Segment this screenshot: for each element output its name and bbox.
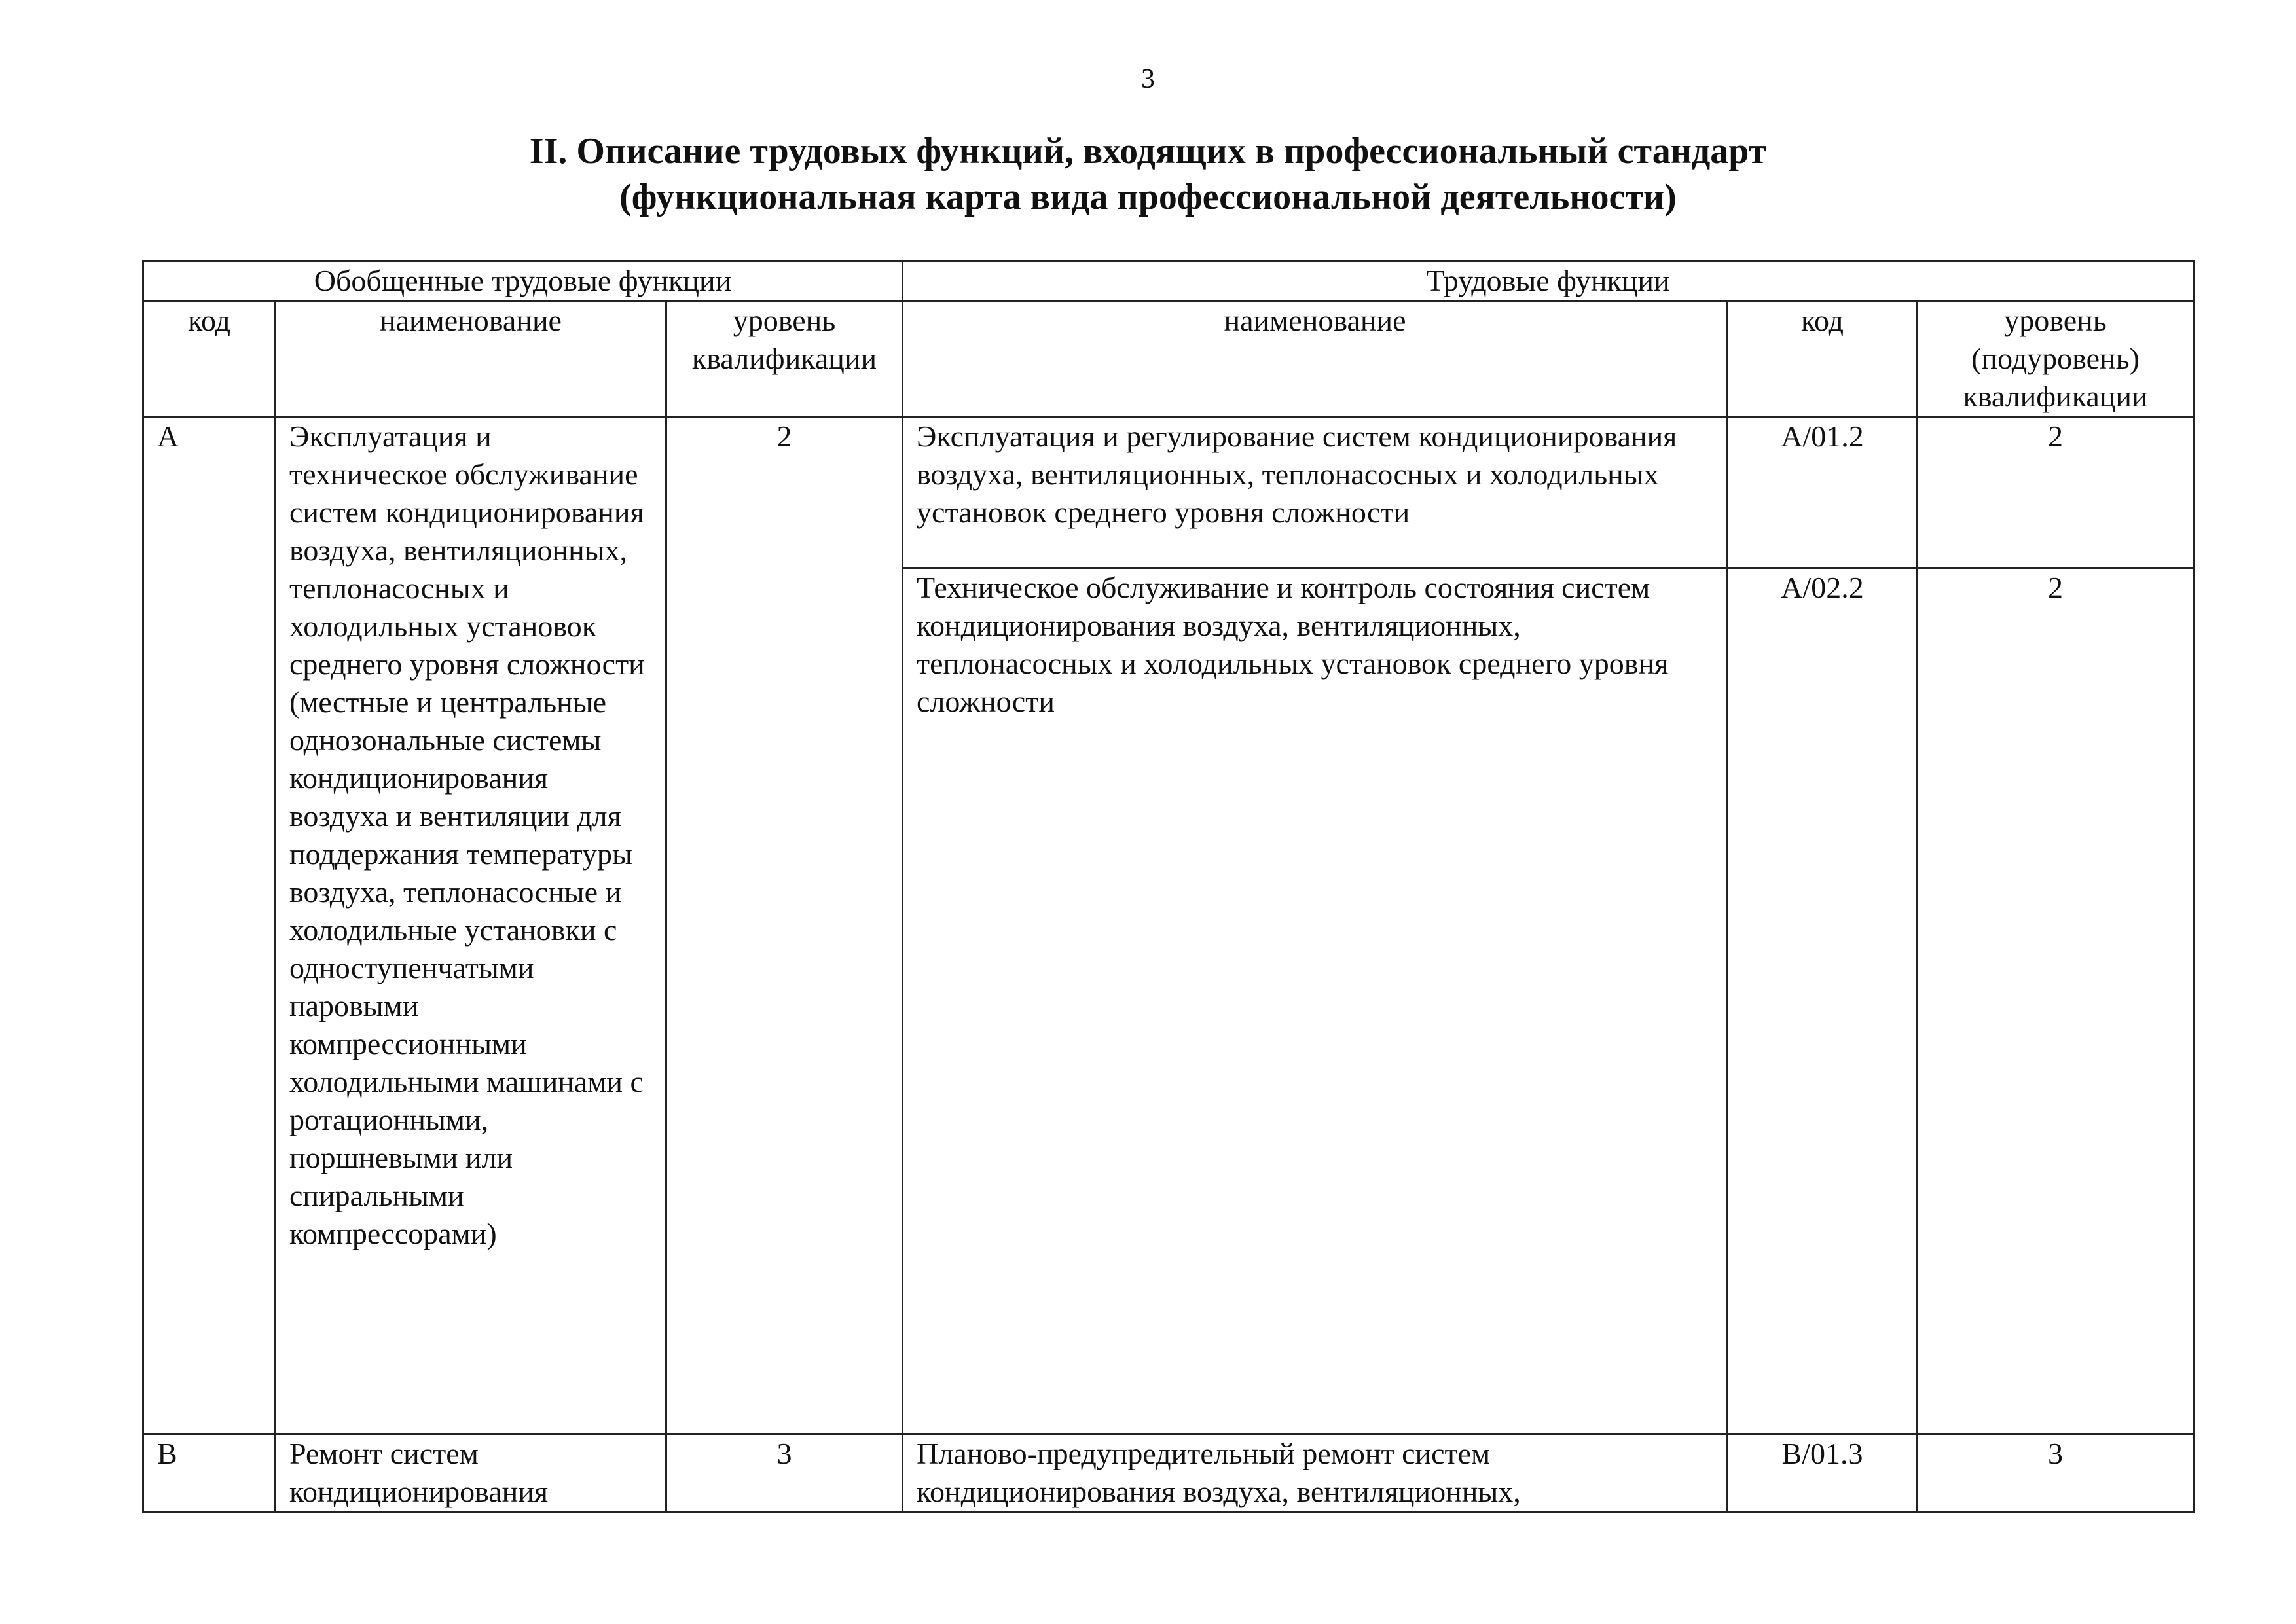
labor-function-name: Планово-предупредительный ремонт систем кондиционирования воздуха, вентиляционных,: [903, 1434, 1728, 1512]
col-header-gen-name: наименование: [276, 301, 666, 417]
col-header-lab-level: уровень (подуровень) квалификации: [1918, 301, 2194, 417]
header-labor-functions: Трудовые функции: [903, 261, 2194, 301]
page-title: [0, 128, 2296, 220]
labor-function-level: 2: [1918, 417, 2194, 568]
labor-function-code: B/01.3: [1728, 1434, 1918, 1512]
functional-map-table: [142, 260, 2195, 1513]
gen-function-code: A: [143, 417, 276, 1434]
gen-function-level: 3: [666, 1434, 903, 1512]
col-header-gen-code: код: [143, 301, 276, 417]
title-line-1: II. Описание трудовых функций, входящих в профессиональный стандарт: [529, 131, 1767, 171]
gen-function-level: 2: [666, 417, 903, 1434]
labor-function-level: 3: [1918, 1434, 2194, 1512]
table-row: [143, 417, 2194, 568]
labor-function-code: A/02.2: [1728, 568, 1918, 1434]
labor-function-level: 2: [1918, 568, 2194, 1434]
header-generalized-functions: Обобщенные трудовые функции: [143, 261, 903, 301]
col-header-lab-code: код: [1728, 301, 1918, 417]
labor-function-name: Эксплуатация и регулирование систем кондиционирования воздуха, вентиляционных, теплонасосных и холодильных установок среднего уровня сложности: [903, 417, 1728, 568]
gen-function-code: B: [143, 1434, 276, 1512]
labor-function-name: Техническое обслуживание и контроль состояния систем кондиционирования воздуха, вентиляционных, теплонасосных и холодильных установок среднего уровня сложности: [903, 568, 1728, 1434]
title-line-2: (функциональная карта вида профессиональной деятельности): [619, 177, 1677, 217]
labor-function-code: A/01.2: [1728, 417, 1918, 568]
col-header-lab-name: наименование: [903, 301, 1728, 417]
gen-function-name: Эксплуатация и техническое обслуживание систем кондиционирования воздуха, вентиляционных, теплонасосных и холодильных установок среднего уровня сложности (местные и центральные однозональные системы кондиционирования воздуха и вентиляции для поддержания температуры воздуха, теплонасосные и холодильные установки с одноступенчатыми паровыми компрессионными холодильными машинами с ротационными, поршневыми или спиральными компрессорами): [276, 417, 666, 1434]
column-header-row: [143, 301, 2194, 417]
page-number: 3: [1141, 64, 1155, 94]
table-row: [143, 1434, 2194, 1512]
gen-function-name: Ремонт систем кондиционирования: [276, 1434, 666, 1512]
col-header-gen-level: уровень квалификации: [666, 301, 903, 417]
group-header-row: [143, 261, 2194, 301]
